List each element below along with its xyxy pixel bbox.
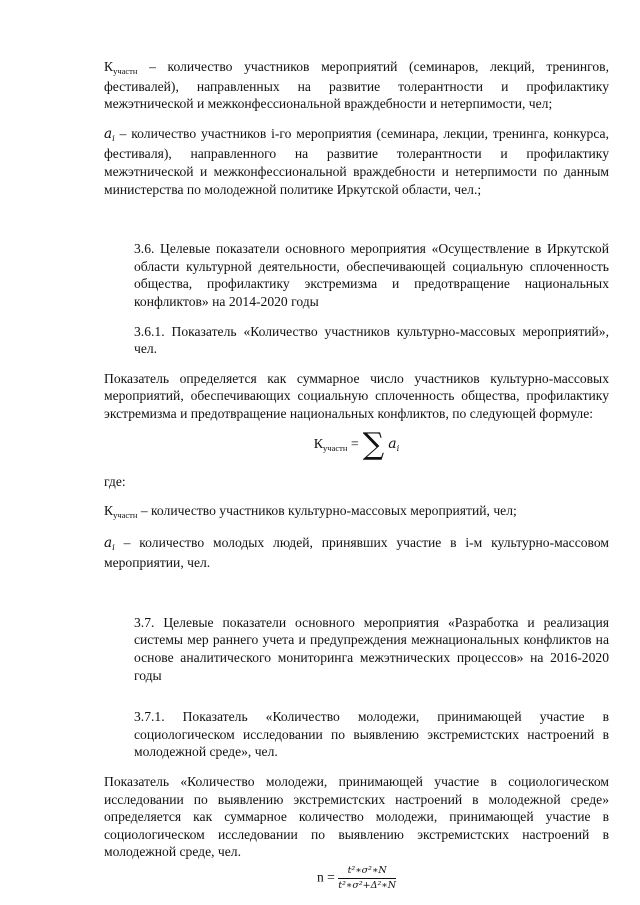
k-subscript: участн xyxy=(113,66,138,76)
k-symbol: К xyxy=(104,503,114,519)
section-3-7-heading: 3.7. Целевые показатели основного мероприятия «Разработка и реализация системы мер раннего учета и предупреждения межнациональных конфликтов на основе аналитического мониторинга межэтнических процессов» на 2016-2020 годы xyxy=(134,614,609,683)
formula-lhs: К xyxy=(313,436,324,452)
definition-k-participants-events xyxy=(104,58,609,113)
sum-symbol: ∑ xyxy=(362,426,385,462)
formula-denominator: t²∗σ²+Δ²∗N xyxy=(338,880,397,891)
formula-sample-size xyxy=(104,865,609,895)
document-page xyxy=(104,58,609,895)
k-definition-text: – количество участников культурно-массовых мероприятий, чел; xyxy=(137,503,517,519)
a-subscript: i xyxy=(112,542,115,553)
formula-numerator: t²∗σ²∗N xyxy=(338,865,396,879)
a-definition-text: – количество молодых людей, принявших участие в i-м культурно-массовом мероприятии, чел. xyxy=(104,534,609,571)
formula-term: a xyxy=(388,435,397,452)
formula-n-lhs: n = xyxy=(316,869,335,885)
formula-fraction xyxy=(338,865,396,892)
definition-k-cultural-events xyxy=(104,502,609,522)
formula-term-subscript: i xyxy=(396,443,400,454)
formula-lhs-subscript: участн xyxy=(323,442,348,453)
where-label: где: xyxy=(104,473,126,489)
indicator-3-6-1: 3.6.1. Показатель «Количество участников культурно-массовых мероприятий», чел. xyxy=(134,323,609,357)
a-definition-text: – количество участников i-го мероприятия (семинара, лекции, тренинга, конкурса, фестиваля), направленного на развитие толерантности и профилактику межэтнической и межконфессиональной враждебности и нетерпимости по данным министерства по молодежной политике Иркутской области, чел.; xyxy=(104,125,609,197)
formula-equals: = xyxy=(350,436,359,452)
definition-ai-participants xyxy=(104,125,609,198)
a-symbol: a xyxy=(104,534,113,551)
section-3-6-heading: 3.6. Целевые показатели основного мероприятия «Осуществление в Иркутской области культурной деятельности, обеспечивающей социальную сплоченность общества, профилактику экстремизма и предотвращение национальных конфликтов» на 2014-2020 годы xyxy=(134,241,609,309)
indicator-3-7-1: 3.7.1. Показатель «Количество молодежи, принимающей участие в социологическом исследовании по выявлению экстремистских настроений в молодежной среде», чел. xyxy=(134,709,609,760)
k-symbol: К xyxy=(104,59,114,74)
formula-sum-participants xyxy=(104,426,609,465)
k-definition-text: – количество участников мероприятий (семинаров, лекций, тренингов, фестивалей), направленных на развитие толерантности и профилактику межэтнической и межконфессиональной враждебности и нетерпимости, чел; xyxy=(104,59,609,112)
indicator-3-6-1-definition: Показатель определяется как суммарное число участников культурно-массовых мероприятий, обеспечивающих социальную сплоченность общества, профилактику экстремизма и предотвращение национальных конфликтов, по следующей формуле: xyxy=(104,370,609,421)
k-subscript: участн xyxy=(113,510,138,521)
a-subscript: i xyxy=(112,133,115,144)
definition-ai-young-people xyxy=(104,534,609,572)
indicator-3-7-1-definition: Показатель «Количество молодежи, принимающей участие в социологическом исследовании по выявлению экстремистских настроений в молодежной среде» определяется как суммарное количество молодежи, принимающей участие в социологическом исследовании по выявлению экстремистских настроений в молодежной среде, чел. xyxy=(104,774,609,860)
a-symbol: a xyxy=(104,125,113,142)
